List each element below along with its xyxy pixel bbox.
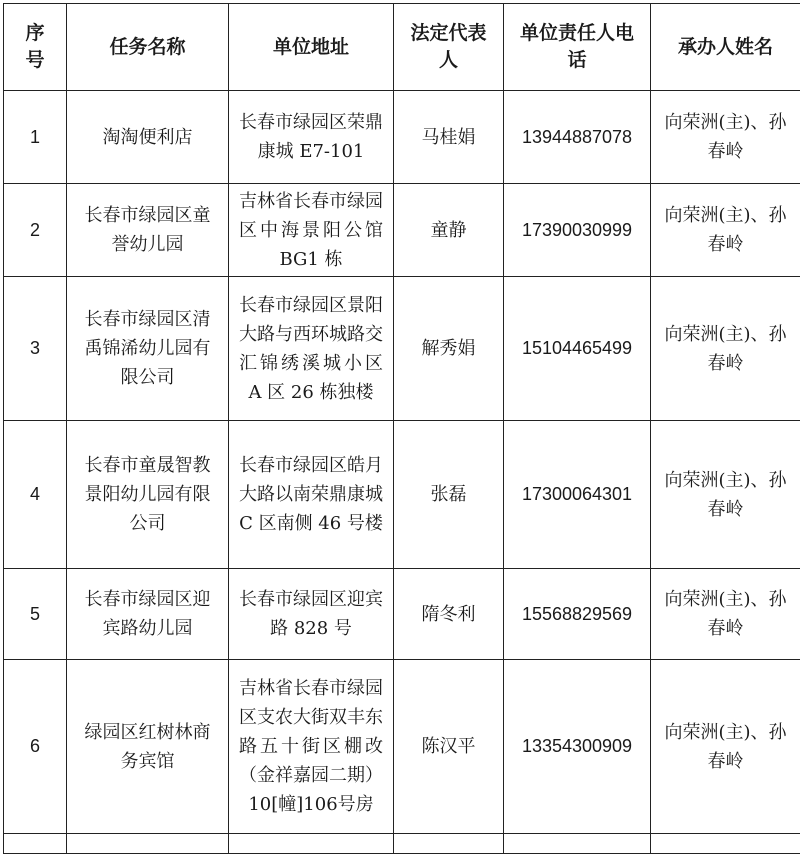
table-row (4, 569, 800, 660)
cell-task-name: 淘淘便利店 (67, 91, 229, 184)
cell-phone: 17390030999 (504, 184, 651, 277)
cell-address: 长春市绿园区迎宾路 828 号 (229, 569, 394, 660)
cell-index: 3 (4, 277, 67, 421)
cell-task-name: 绿园区红树林商务宾馆 (67, 660, 229, 834)
cell-task-name: 长春市绿园区迎宾路幼儿园 (67, 569, 229, 660)
cell-empty (67, 834, 229, 854)
cell-index: 2 (4, 184, 67, 277)
header-address: 单位地址 (229, 4, 394, 91)
header-row (4, 4, 800, 91)
cell-empty (229, 834, 394, 854)
table-row (4, 91, 800, 184)
cell-phone: 17300064301 (504, 421, 651, 569)
cell-index: 6 (4, 660, 67, 834)
cell-empty (394, 834, 504, 854)
cell-index: 1 (4, 91, 67, 184)
header-task-name: 任务名称 (67, 4, 229, 91)
cell-empty (504, 834, 651, 854)
cell-phone: 15104465499 (504, 277, 651, 421)
cell-address: 吉林省长春市绿园区中海景阳公馆 BG1 栋 (229, 184, 394, 277)
cell-address: 长春市绿园区荣鼎康城 E7-101 (229, 91, 394, 184)
cell-phone: 15568829569 (504, 569, 651, 660)
cell-task-name: 长春市绿园区清禹锦浠幼儿园有限公司 (67, 277, 229, 421)
cell-phone: 13944887078 (504, 91, 651, 184)
header-handler: 承办人姓名 (651, 4, 800, 91)
cell-address: 长春市绿园区景阳大路与西环城路交汇锦绣溪城小区 A 区 26 栋独楼 (229, 277, 394, 421)
cell-index: 5 (4, 569, 67, 660)
cell-task-name: 长春市绿园区童誉幼儿园 (67, 184, 229, 277)
cell-handler: 向荣洲(主)、孙春岭 (651, 91, 800, 184)
cell-empty (651, 834, 800, 854)
cell-legal-rep: 隋冬利 (394, 569, 504, 660)
table-row (4, 660, 800, 834)
cell-legal-rep: 陈汉平 (394, 660, 504, 834)
table-row-partial (4, 834, 800, 854)
cell-index: 4 (4, 421, 67, 569)
cell-phone: 13354300909 (504, 660, 651, 834)
cell-task-name: 长春市童晟智教景阳幼儿园有限公司 (67, 421, 229, 569)
cell-handler: 向荣洲(主)、孙春岭 (651, 569, 800, 660)
cell-address: 吉林省长春市绿园区支农大街双丰东路五十街区棚改（金祥嘉园二期）10[幢]106号房 (229, 660, 394, 834)
table-row (4, 277, 800, 421)
cell-empty (4, 834, 67, 854)
cell-handler: 向荣洲(主)、孙春岭 (651, 660, 800, 834)
cell-address: 长春市绿园区皓月大路以南荣鼎康城 C 区南侧 46 号楼 (229, 421, 394, 569)
table-row (4, 421, 800, 569)
table-row (4, 184, 800, 277)
cell-legal-rep: 张磊 (394, 421, 504, 569)
cell-handler: 向荣洲(主)、孙春岭 (651, 421, 800, 569)
cell-handler: 向荣洲(主)、孙春岭 (651, 277, 800, 421)
task-table (3, 3, 800, 854)
header-legal-rep: 法定代表人 (394, 4, 504, 91)
header-phone: 单位责任人电话 (504, 4, 651, 91)
cell-legal-rep: 马桂娟 (394, 91, 504, 184)
cell-legal-rep: 童静 (394, 184, 504, 277)
cell-legal-rep: 解秀娟 (394, 277, 504, 421)
header-index: 序号 (4, 4, 67, 91)
cell-handler: 向荣洲(主)、孙春岭 (651, 184, 800, 277)
